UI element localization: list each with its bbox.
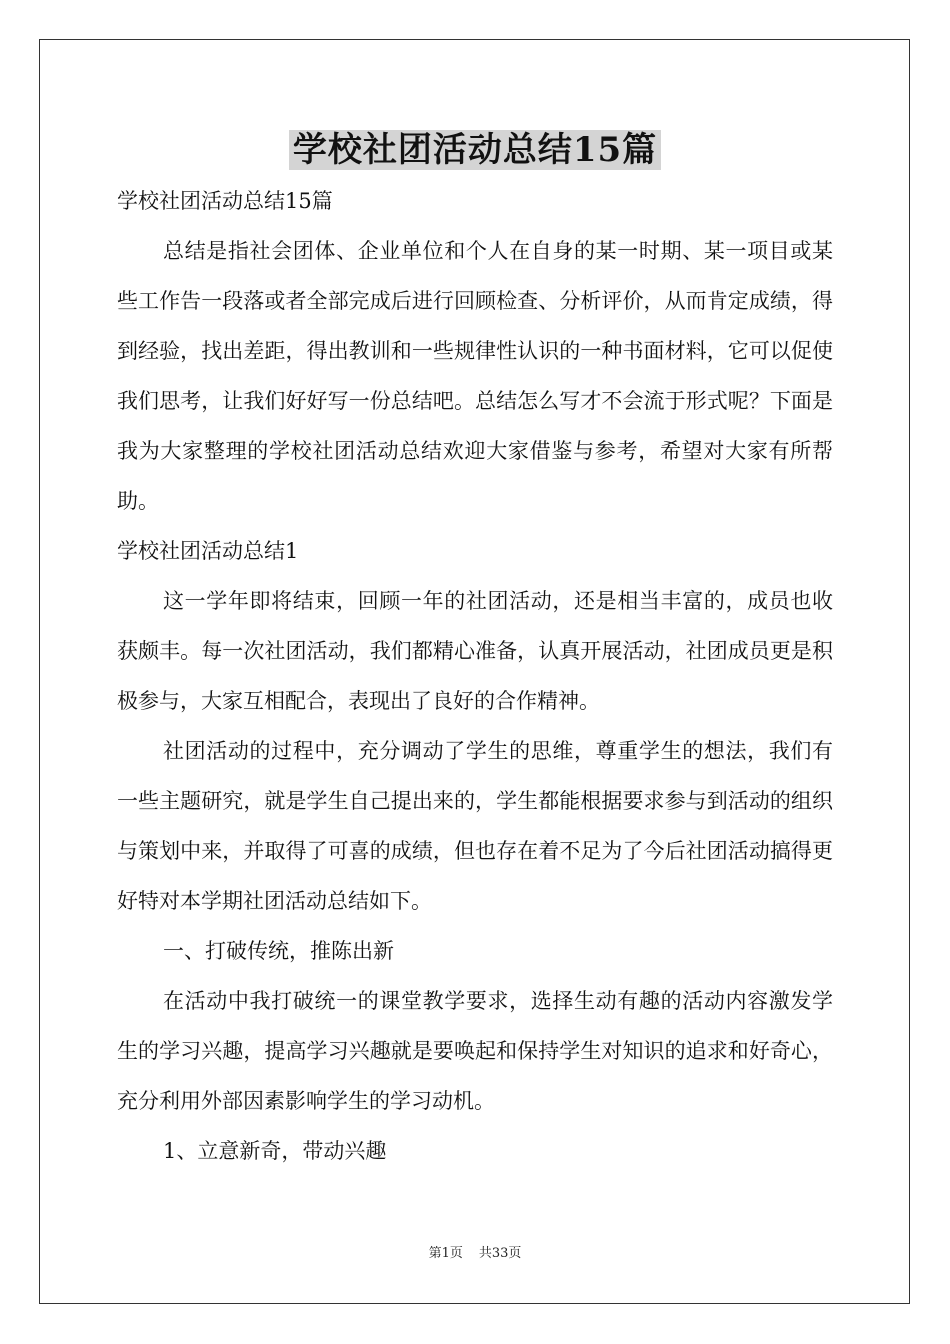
document-title xyxy=(0,126,950,174)
paragraph: 学校社团活动总结15篇 xyxy=(117,189,333,213)
paragraph: 一、打破传统，推陈出新 xyxy=(163,939,394,963)
document-title-text: 学校社团活动总结15篇 xyxy=(289,130,661,170)
paragraph: 总结是指社会团体、企业单位和个人在自身的某一时期、某一项目或某些工作告一段落或者全部完成后进行回顾检查、分析评价，从而肯定成绩，得到经验，找出差距，得出教训和一些规律性认识的一种书面材料，它可以促使我们思考，让我们好好写一份总结吧。总结怎么写才不会流于形式呢？下面是我为大家整理的学校社团活动总结欢迎大家借鉴与参考，希望对大家有所帮助。 xyxy=(117,239,833,513)
paragraph: 学校社团活动总结1 xyxy=(117,539,299,563)
page-total: 共33页 xyxy=(478,1246,522,1261)
paragraph: 在活动中我打破统一的课堂教学要求，选择生动有趣的活动内容激发学生的学习兴趣，提高学习兴趣就是要唤起和保持学生对知识的追求和好奇心，充分利用外部因素影响学生的学习动机。 xyxy=(117,989,833,1113)
page-number: 第1页 xyxy=(428,1246,463,1261)
paragraph: 社团活动的过程中，充分调动了学生的思维，尊重学生的想法，我们有一些主题研究，就是学生自己提出来的，学生都能根据要求参与到活动的组织与策划中来，并取得了可喜的成绩，但也存在着不足为了今后社团活动搞得更好特对本学期社团活动总结如下。 xyxy=(117,739,833,913)
page-footer xyxy=(0,1244,950,1264)
paragraph: 这一学年即将结束，回顾一年的社团活动，还是相当丰富的，成员也收获颇丰。每一次社团活动，我们都精心准备，认真开展活动，社团成员更是积极参与，大家互相配合，表现出了良好的合作精神。 xyxy=(117,589,833,713)
document-body xyxy=(117,176,833,1176)
paragraph: 1、立意新奇，带动兴趣 xyxy=(163,1139,387,1163)
